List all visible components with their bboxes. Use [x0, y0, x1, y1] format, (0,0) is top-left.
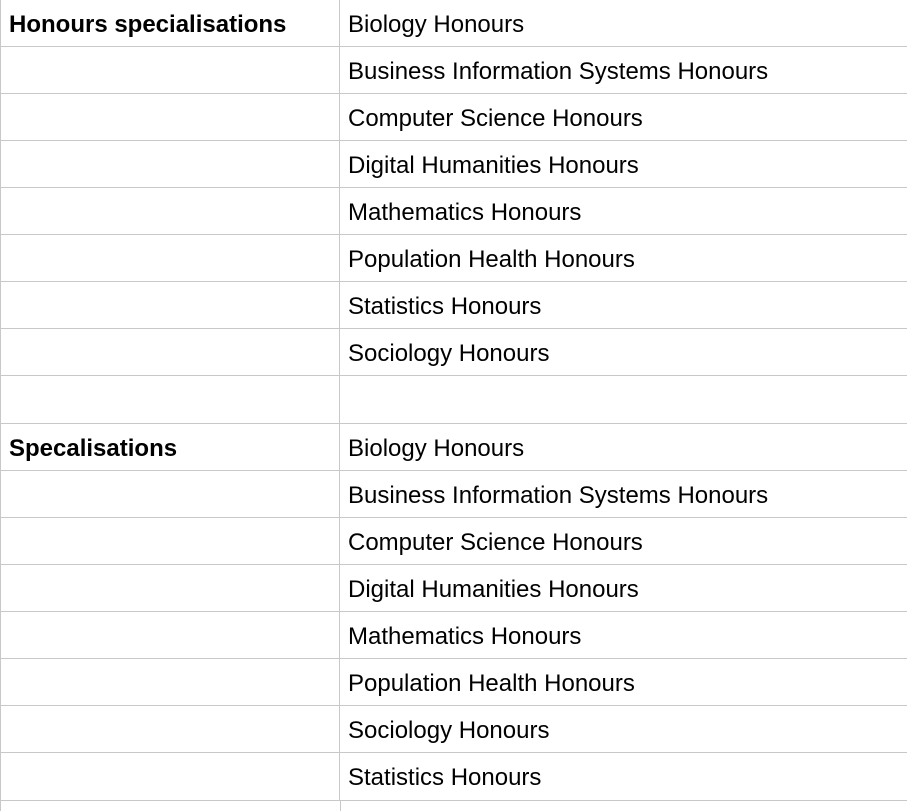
table-row: [0, 235, 907, 282]
cell-b16[interactable]: Sociology Honours: [348, 717, 550, 744]
table-row: [0, 141, 907, 188]
cell-a17[interactable]: [0, 753, 340, 800]
cell-a1[interactable]: Honours specialisations: [0, 0, 340, 46]
table-row: [0, 612, 907, 659]
table-row: [0, 659, 907, 706]
cell-b1[interactable]: Biology Honours: [348, 11, 525, 38]
table-row: [0, 706, 907, 753]
cell-b11[interactable]: Business Information Systems Honours: [348, 482, 769, 509]
table-row: [0, 424, 907, 471]
table-row: [0, 47, 907, 94]
table-row: [0, 329, 907, 376]
cell-a2[interactable]: [0, 47, 340, 93]
cell-a6[interactable]: [0, 235, 340, 281]
cell-a12[interactable]: [0, 518, 340, 564]
table-row: [0, 188, 907, 235]
cell-a4[interactable]: [0, 141, 340, 187]
cell-a11[interactable]: [0, 471, 340, 517]
cell-a9[interactable]: [0, 376, 340, 423]
table-row: [0, 518, 907, 565]
cell-a3[interactable]: [0, 94, 340, 140]
table-row: [0, 565, 907, 612]
table-row: [0, 753, 907, 801]
table-row: [0, 0, 907, 47]
table-row: [0, 282, 907, 329]
cell-a5[interactable]: [0, 188, 340, 234]
cell-b9[interactable]: [340, 376, 907, 423]
cell-b4[interactable]: Digital Humanities Honours: [348, 152, 639, 179]
cell-b5[interactable]: Mathematics Honours: [348, 199, 582, 226]
cell-a7[interactable]: [0, 282, 340, 328]
cell-b3[interactable]: Computer Science Honours: [348, 105, 643, 132]
cell-b12[interactable]: Computer Science Honours: [348, 529, 643, 556]
cell-a10[interactable]: Specalisations: [0, 424, 340, 470]
cell-a13[interactable]: [0, 565, 340, 611]
grid-column-divider: [340, 801, 341, 811]
table-row: [0, 471, 907, 518]
cell-a15[interactable]: [0, 659, 340, 705]
cell-a16[interactable]: [0, 706, 340, 752]
cell-b14[interactable]: Mathematics Honours: [348, 623, 582, 650]
cell-a8[interactable]: [0, 329, 340, 375]
cell-a14[interactable]: [0, 612, 340, 658]
cell-b2[interactable]: Business Information Systems Honours: [348, 58, 769, 85]
cell-b15[interactable]: Population Health Honours: [348, 670, 635, 697]
cell-b8[interactable]: Sociology Honours: [348, 340, 550, 367]
cell-b7[interactable]: Statistics Honours: [348, 293, 542, 320]
cell-b17[interactable]: Statistics Honours: [348, 764, 542, 791]
table-row: [0, 376, 907, 424]
cell-b10[interactable]: Biology Honours: [348, 435, 525, 462]
cell-b13[interactable]: Digital Humanities Honours: [348, 576, 639, 603]
cell-b6[interactable]: Population Health Honours: [348, 246, 635, 273]
table-row: [0, 94, 907, 141]
